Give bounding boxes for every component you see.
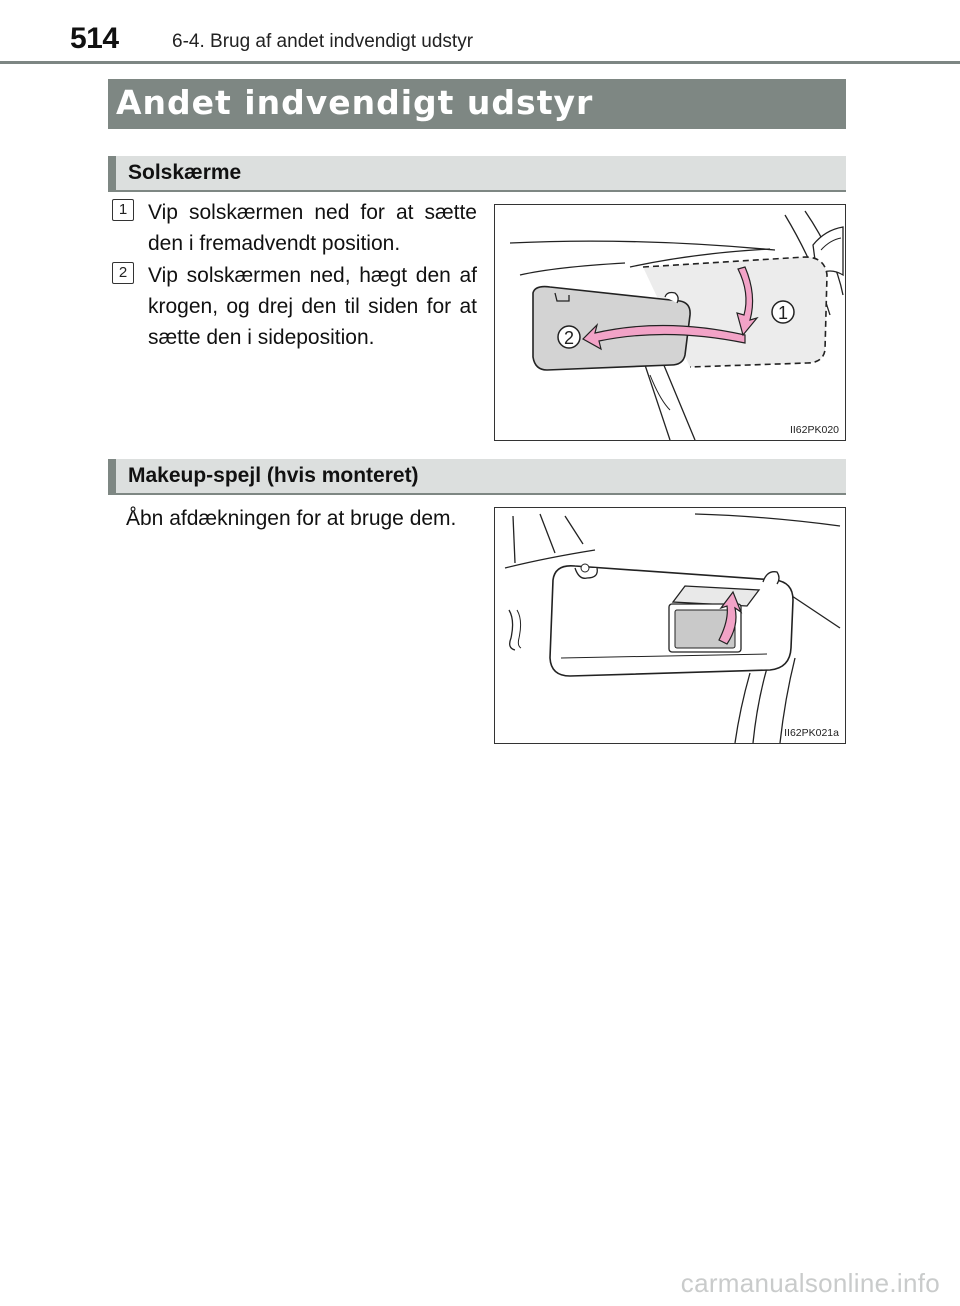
sun-visor-heading-text: Solskærme bbox=[128, 161, 242, 184]
sun-visor-illustration bbox=[495, 205, 845, 440]
step-2-number: 2 bbox=[112, 262, 134, 284]
step-1-text: Vip solskærmen ned for at sætte den i fremadvendt position. bbox=[148, 201, 477, 255]
figure-callout-1: 1 bbox=[777, 303, 789, 323]
header-rule bbox=[0, 61, 960, 64]
section-banner bbox=[108, 79, 846, 129]
vanity-mirror-text: Åbn afdækningen for at bruge dem. bbox=[126, 507, 457, 530]
step-1 bbox=[112, 197, 477, 259]
watermark: carmanualsonline.info bbox=[680, 1268, 940, 1298]
sun-visor-figure bbox=[494, 204, 846, 441]
page-number: 514 bbox=[70, 22, 119, 55]
vanity-mirror-figure-code: II62PK021a bbox=[784, 727, 839, 739]
vanity-mirror-heading-text: Makeup-spejl (hvis monteret) bbox=[128, 464, 419, 487]
step-1-number: 1 bbox=[112, 199, 134, 221]
figure-callout-2: 2 bbox=[563, 328, 575, 348]
step-2 bbox=[112, 260, 477, 353]
step-2-text: Vip solskærmen ned, hægt den af krogen, og drej den til siden for at sætte den i sideposition. bbox=[148, 264, 477, 349]
sun-visor-heading bbox=[108, 156, 846, 192]
vanity-mirror-figure bbox=[494, 507, 846, 744]
vanity-mirror-heading bbox=[108, 459, 846, 495]
section-title: Andet indvendigt udstyr bbox=[116, 83, 594, 122]
sun-visor-figure-code: II62PK020 bbox=[789, 424, 839, 436]
vanity-mirror-illustration bbox=[495, 508, 845, 743]
running-head: 6-4. Brug af andet indvendigt udstyr bbox=[172, 31, 474, 52]
